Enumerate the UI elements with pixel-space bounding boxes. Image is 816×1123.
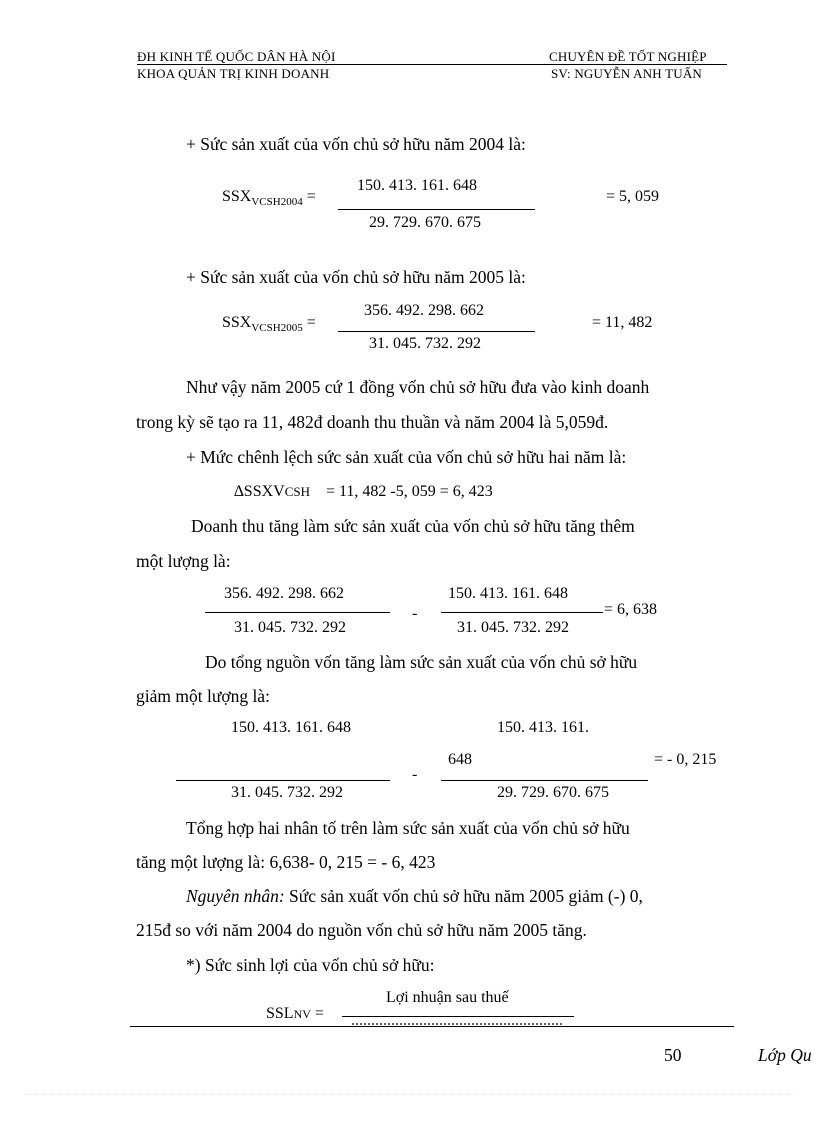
paragraph-ssl-intro: *) Sức sinh lợi của vốn chủ sở hữu: [186, 955, 435, 975]
footer-rule [130, 1026, 734, 1027]
formula5-fraction-line-1 [176, 780, 390, 781]
formula5-denominator-1: 31. 045. 732. 292 [231, 784, 343, 801]
footer-dotted-edge [24, 1094, 794, 1095]
formula4-numerator-2: 150. 413. 161. 648 [448, 585, 568, 602]
paragraph-difference-intro: + Mức chênh lệch sức sản xuất của vốn chủ sở hữu hai năm là: [186, 447, 627, 467]
formula6-lhs: SSLNV = [266, 1005, 324, 1022]
paragraph-capital-line1: Do tổng nguồn vốn tăng làm sức sản xuất của vốn chủ sở hữu [205, 652, 638, 672]
header-right-line1: CHUYÊN ĐỀ TỐT NGHIỆP [549, 49, 707, 64]
header-left-line1: ĐH KINH TẾ QUỐC DÂN HÀ NỘI [137, 49, 336, 64]
paragraph-revenue-line1: Doanh thu tăng làm sức sản xuất của vốn chủ sở hữu tăng thêm [191, 516, 635, 536]
formula2-result: = 11, 482 [592, 314, 653, 331]
formula2-numerator: 356. 492. 298. 662 [364, 302, 484, 319]
paragraph-ssx-2005-intro: + Sức sản xuất của vốn chủ sở hữu năm 2005 là: [186, 267, 526, 287]
paragraph-summary-line2: tăng một lượng là: 6,638- 0, 215 = - 6, 423 [136, 852, 436, 872]
footer-class-text: Lớp Qu [758, 1045, 812, 1065]
formula4-denominator-1: 31. 045. 732. 292 [234, 619, 346, 636]
page-number: 50 [664, 1045, 682, 1065]
formula1-numerator: 150. 413. 161. 648 [357, 177, 477, 194]
formula5-minus: - [412, 766, 418, 783]
paragraph-revenue-line2: một lượng là: [136, 551, 231, 571]
formula5-numerator-2a: 150. 413. 161. [497, 719, 589, 736]
formula1-denominator: 29. 729. 670. 675 [369, 214, 481, 231]
formula2-fraction-line [338, 331, 535, 332]
formula5-denominator-2: 29. 729. 670. 675 [497, 784, 609, 801]
paragraph-cause-line2: 215đ so với năm 2004 do nguồn vốn chủ sở hữu năm 2005 tăng. [136, 920, 587, 940]
formula4-minus: - [412, 605, 418, 622]
paragraph-capital-line2: giảm một lượng là: [136, 686, 270, 706]
paragraph-conclusion-line2: trong kỳ sẽ tạo ra 11, 482đ doanh thu thuần và năm 2004 là 5,059đ. [136, 412, 609, 432]
formula2-denominator: 31. 045. 732. 292 [369, 335, 481, 352]
formula4-denominator-2: 31. 045. 732. 292 [457, 619, 569, 636]
paragraph-conclusion-line1: Như vậy năm 2005 cứ 1 đồng vốn chủ sở hữu đưa vào kinh doanh [186, 377, 650, 397]
formula5-numerator-2b: 648 [448, 751, 472, 768]
formula2-lhs: $SSX_{VCSH2005}$ = [222, 314, 316, 334]
formula1-fraction-line [338, 209, 535, 210]
header-left-line2: KHOA QUẢN TRỊ KINH DOANH [137, 66, 330, 81]
formula4-result: = 6, 638 [604, 601, 658, 618]
formula5-numerator-1: 150. 413. 161. 648 [231, 719, 351, 736]
formula4-fraction-line-1 [205, 612, 390, 613]
formula6-fraction-line [342, 1016, 574, 1017]
cause-label: Nguyên nhân: [186, 886, 285, 906]
formula1-result: = 5, 059 [606, 188, 660, 205]
formula6-numerator: Lợi nhuận sau thuế [386, 989, 509, 1006]
formula4-fraction-line-2 [441, 612, 603, 613]
header-rule [137, 64, 727, 65]
paragraph-summary-line1: Tổng hợp hai nhân tố trên làm sức sản xuất của vốn chủ sở hữu [186, 818, 630, 838]
formula5-result: = - 0, 215 [654, 751, 717, 768]
paragraph-cause-line1: Nguyên nhân: Sức sản xuất vốn chủ sở hữu năm 2005 giảm (-) 0, [186, 886, 643, 906]
paragraph-ssx-2004-intro: + Sức sản xuất của vốn chủ sở hữu năm 2004 là: [186, 134, 526, 154]
header-right-line2: SV: NGUYỄN ANH TUẤN [551, 66, 703, 81]
formula3: ∆SSXVCSH = 11, 482 -5, 059 = 6, 423 [234, 483, 493, 500]
formula1-lhs: $SSX_{VCSH2004}$ = [222, 188, 316, 208]
formula4-numerator-1: 356. 492. 298. 662 [224, 585, 344, 602]
formula5-fraction-line-2 [441, 780, 648, 781]
